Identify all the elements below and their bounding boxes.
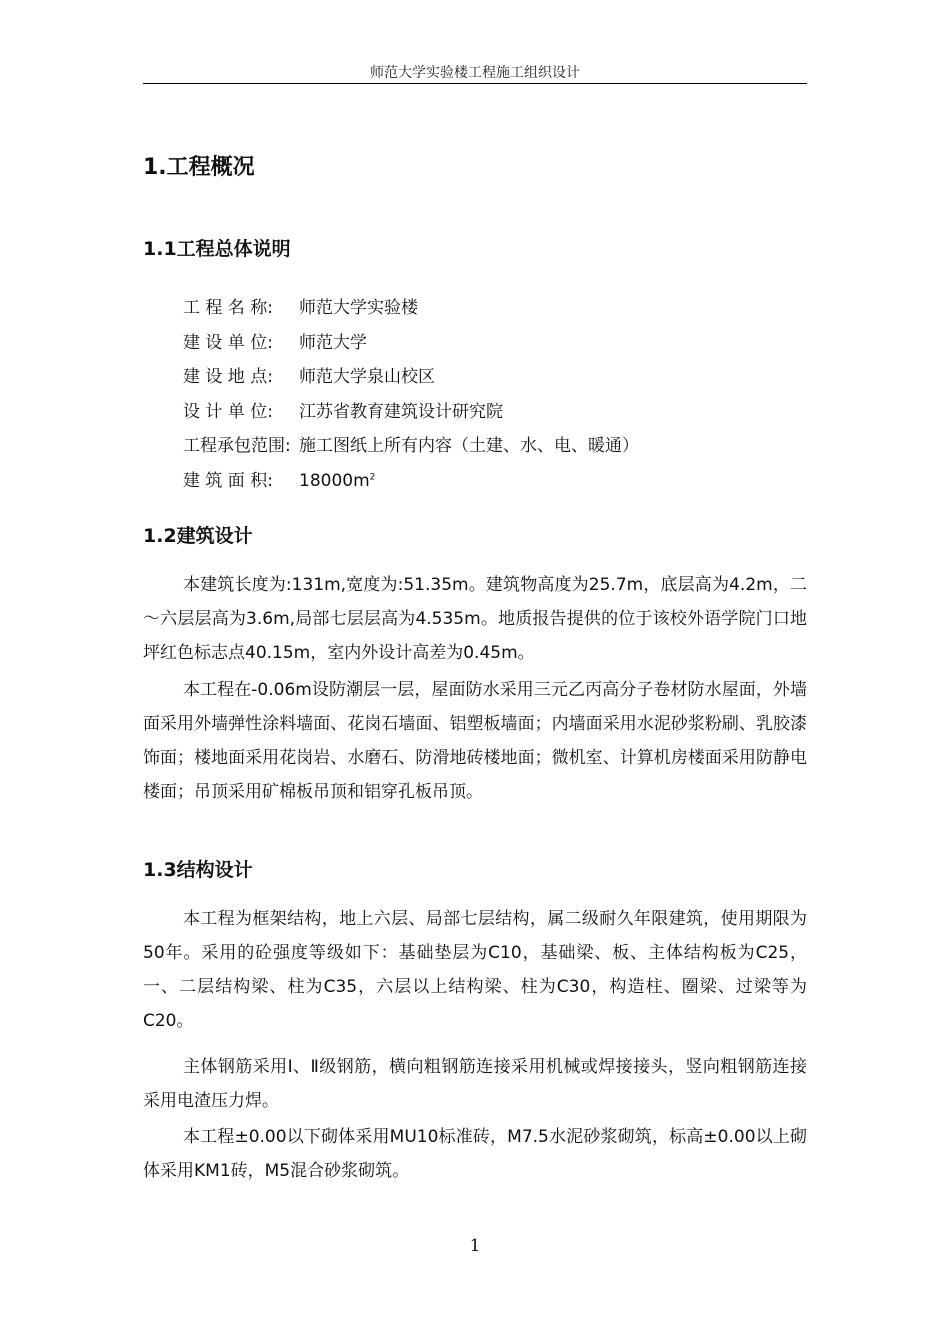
paragraph: 本工程±0.00以下砌体采用MU10标准砖，M7.5水泥砂浆砌筑，标高±0.00以上砌体采用KM1砖，M5混合砂浆砌筑。 xyxy=(143,1127,807,1181)
paragraph: 主体钢筋采用Ⅰ、Ⅱ级钢筋，横向粗钢筋连接采用机械或焊接接头，竖向粗钢筋连接采用电渣压力焊。 xyxy=(143,1057,807,1111)
info-label: 建 设 地 点: xyxy=(183,367,273,387)
info-row-project-name xyxy=(183,293,418,318)
info-value: 18000m xyxy=(299,471,370,491)
section-1-3-title: 1.3结构设计 xyxy=(143,859,253,881)
info-label: 工程承包范围: xyxy=(183,436,291,456)
info-row-designer xyxy=(183,397,503,422)
info-label: 工 程 名 称: xyxy=(183,298,273,318)
page-number: 1 xyxy=(469,1236,481,1256)
info-label: 建 设 单 位: xyxy=(183,333,273,353)
section-1-1-title: 1.1工程总体说明 xyxy=(143,238,291,260)
info-row-location xyxy=(183,362,435,387)
paragraph: 本建筑长度为:131m,宽度为:51.35m。建筑物高度为25.7m，底层高为4.2m，二～六层层高为3.6m,局部七层层高为4.535m。地质报告提供的位于该校外语学院门口地坪红色标志点40.15m，室内外设计高差为0.45m。 xyxy=(143,575,807,663)
info-value: 师范大学 xyxy=(299,333,367,353)
info-value: 师范大学泉山校区 xyxy=(299,367,435,387)
info-row-scope xyxy=(183,431,639,456)
info-value: 施工图纸上所有内容（土建、水、电、暖通） xyxy=(299,436,639,456)
info-row-area xyxy=(183,466,375,491)
paragraph: 本工程在-0.06m设防潮层一层，屋面防水采用三元乙丙高分子卷材防水屋面，外墙面采用外墙弹性涂料墙面、花岗石墙面、铝塑板墙面；内墙面采用水泥砂浆粉刷、乳胶漆饰面；楼地面采用花岗岩、水磨石、防滑地砖楼地面；微机室、计算机房楼面采用防静电楼面；吊顶采用矿棉板吊顶和铝穿孔板吊顶。 xyxy=(143,680,807,802)
info-value: 师范大学实验楼 xyxy=(299,298,418,318)
info-row-client xyxy=(183,328,367,353)
info-value: 江苏省教育建筑设计研究院 xyxy=(299,402,503,422)
header-divider xyxy=(143,83,807,84)
info-label: 建 筑 面 积: xyxy=(183,471,273,491)
section-1-title: 1.工程概况 xyxy=(143,155,255,180)
area-unit-superscript: 2 xyxy=(369,472,376,483)
section-1-2-title: 1.2建筑设计 xyxy=(143,525,253,547)
paragraph: 本工程为框架结构，地上六层、局部七层结构，属二级耐久年限建筑，使用期限为50年。采用的砼强度等级如下：基础垫层为C10，基础梁、板、主体结构板为C25，一、二层结构梁、柱为C35，六层以上结构梁、柱为C30，构造柱、圈梁、过梁等为C20。 xyxy=(143,909,807,1031)
page-header: 师范大学实验楼工程施工组织设计 xyxy=(370,65,580,81)
info-label: 设 计 单 位: xyxy=(183,402,273,422)
